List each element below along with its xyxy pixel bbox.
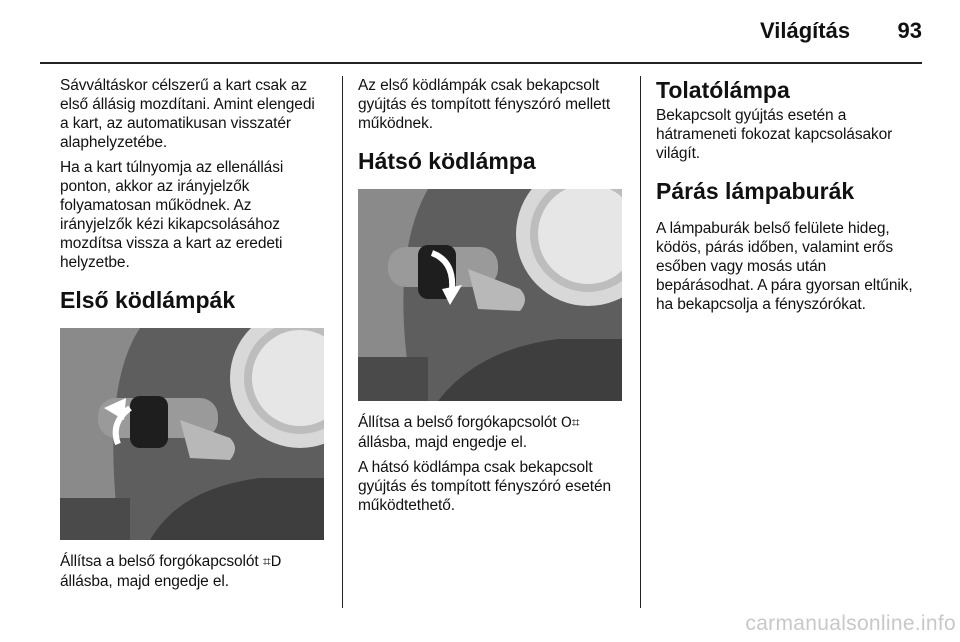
caption-text-end: állásba, majd engedje el. <box>358 434 527 451</box>
column-1 <box>60 76 326 597</box>
page-number: 93 <box>897 18 922 43</box>
paragraph-rear-fog-condition: A hátsó ködlámpa csak bekapcsolt gyújtás és tompított fényszóró esetén működtethető. <box>358 459 612 514</box>
header-divider <box>40 62 922 64</box>
column-3 <box>656 76 926 320</box>
paragraph-indicator-hold: Ha a kart túlnyomja az ellenállási ponton, akkor az irányjelzők folyamatosan működnek. Az irányjelzők kézi kikapcsolásához mozdítsa vissza a kart az eredeti helyzetbe. <box>60 159 284 271</box>
front-fog-lamp-switch-illustration <box>60 328 324 540</box>
watermark: carmanualsonline.info <box>745 612 956 635</box>
caption-front-fog <box>60 552 326 591</box>
paragraph-front-fog-condition: Az első ködlámpák csak bekapcsolt gyújtás és tompított fényszóró mellett működnek. <box>358 77 611 132</box>
paragraph-lane-change: Sávváltáskor célszerű a kart csak az első állásig mozdítani. Amint elengedi a kart, az automatikusan visszatér alaphelyzetébe. <box>60 77 315 151</box>
heading-reversing-lamp: Tolatólámpa <box>656 77 790 103</box>
column-divider-1 <box>342 76 343 608</box>
paragraph-misted-lamp-covers: A lámpaburák belső felülete hideg, ködös, párás időben, valamint erős esőben vagy mosás után bepárásodhat. A pára gyorsan eltűnik, ha bekapcsolja a fényszórókat. <box>656 220 913 313</box>
heading-rear-fog-lamp: Hátsó ködlámpa <box>358 148 536 174</box>
heading-front-fog-lamps: Első ködlámpák <box>60 287 236 313</box>
caption-text-start: Állítsa a belső forgókapcsolót <box>60 553 259 570</box>
paragraph-reversing-lamp: Bekapcsolt gyújtás esetén a hátrameneti fokozat kapcsolásakor világít. <box>656 107 893 162</box>
caption-text-start: Állítsa a belső forgókapcsolót <box>358 414 557 431</box>
caption-text-end: állásba, majd engedje el. <box>60 573 229 590</box>
column-2 <box>358 76 624 521</box>
heading-misted-lamp-covers: Párás lámpaburák <box>656 178 855 204</box>
rear-fog-lamp-switch-illustration <box>358 189 622 401</box>
rear-fog-lamp-icon: O⌗ <box>560 415 580 431</box>
caption-rear-fog <box>358 413 624 452</box>
page-header-title: Világítás <box>760 18 851 43</box>
front-fog-lamp-icon: ⌗D <box>262 554 282 570</box>
column-divider-2 <box>640 76 641 608</box>
